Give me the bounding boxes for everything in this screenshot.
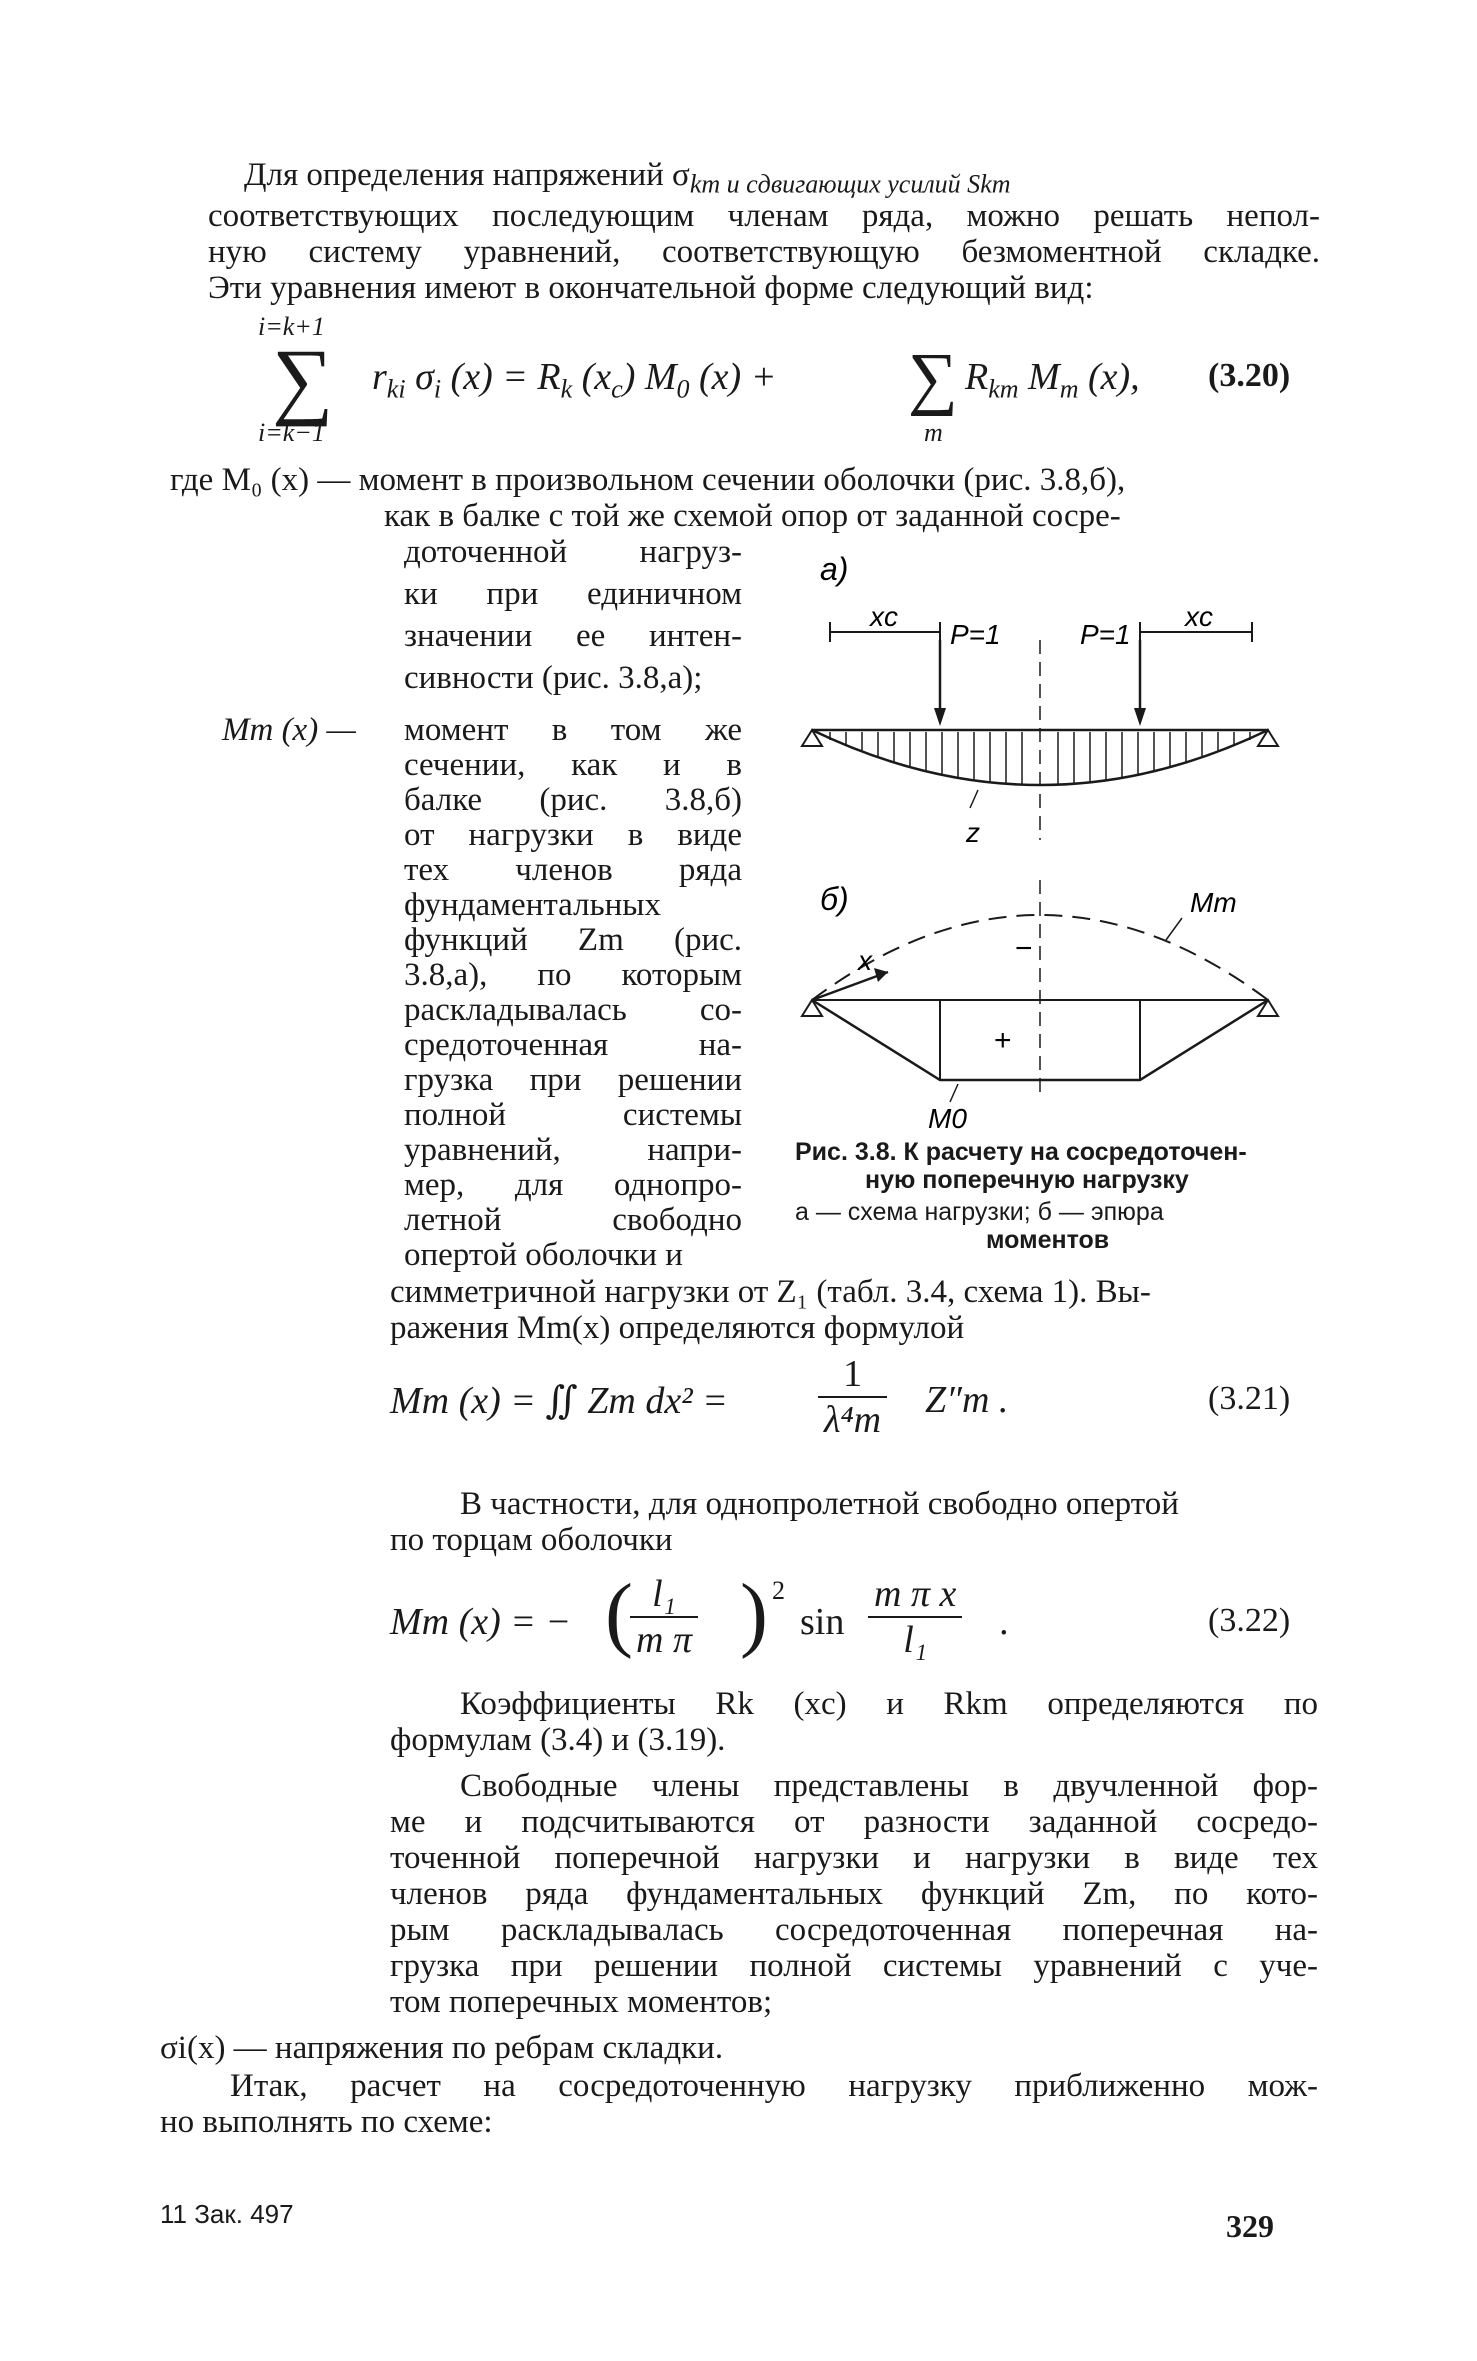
where-line-2: как в балке с той же схемой опор от заданной сосре-	[384, 498, 1121, 534]
eq321-lhs: Mm (x) = ∬ Zm dx² =	[390, 1380, 728, 1422]
eq321-denominator: λ⁴m	[824, 1399, 882, 1441]
col1-line: ки при единичном	[404, 576, 742, 612]
equation-body: $r_{ki}$ $\sigma_i$ $(x) = R_k$ $(x_c)$ $M_0$ (x) +	[372, 356, 777, 404]
mm-fig-label: Mm	[1190, 887, 1237, 918]
eq322-lparen: (	[605, 1567, 633, 1660]
footer-left: 11 Зак. 497	[160, 2199, 294, 2229]
col2-line: функций Zm (рис.	[404, 922, 742, 958]
figure-label-b: б)	[820, 881, 849, 917]
eq322-numerator-1: l₁	[630, 1572, 698, 1618]
minus-label: −	[1015, 932, 1033, 965]
sum2-lower-limit: m	[924, 418, 943, 447]
par4-line: членов ряда фундаментальных функций Zm, по кото-	[390, 1876, 1318, 1912]
figure-label-a: а)	[820, 551, 849, 587]
intro-line-4: Эти уравнения имеют в окончательной форме следующий вид:	[208, 270, 1094, 306]
m0-label: M0	[928, 1103, 967, 1134]
equation-number-3-22: (3.22)	[1208, 1602, 1291, 1639]
par3-line-1: Коэффициенты Rk (xc) и Rkm определяются по	[460, 1686, 1318, 1722]
par2-line-1: В частности, для однопролетной свободно опертой	[460, 1486, 1179, 1522]
col2-line: летной свободно	[404, 1202, 742, 1238]
xc-label-left: xc	[870, 601, 898, 632]
sum-lower-limit: i=k−1	[258, 418, 325, 447]
final-line-2: но выполнять по схеме:	[160, 2104, 493, 2140]
par3-line-2: формулам (3.4) и (3.19).	[390, 1722, 726, 1758]
sum-sign: ∑	[272, 331, 334, 427]
caption-line-1: Рис. 3.8. К расчету на сосредоточен-	[795, 1138, 1247, 1166]
par4-line: Свободные члены представлены в двучленной фор-	[460, 1768, 1318, 1804]
caption-line-2: ную поперечную нагрузку	[865, 1166, 1189, 1194]
par4-line: том поперечных моментов;	[390, 1984, 773, 2020]
par2-line-2: по торцам оболочки	[390, 1522, 673, 1558]
sigma-line: σi(x) — напряжения по ребрам складки.	[160, 2030, 724, 2066]
par4-line: ме и подсчитываются от разности заданной сосредо-	[390, 1804, 1318, 1840]
caption-line-3: а — схема нагрузки; б — эпюра	[795, 1198, 1164, 1226]
eq322-denominator-2: l₁	[903, 1619, 928, 1661]
page-number: 329	[1226, 2208, 1274, 2244]
mm-label: Mm (x) —	[222, 712, 356, 748]
eq322-fraction-2	[868, 1572, 962, 1662]
x-label: x	[858, 945, 872, 976]
eq322-lhs: Mm (x) = −	[390, 1601, 572, 1643]
col2-line: балке (рис. 3.8,б)	[404, 782, 742, 818]
eq322-denominator-1: m π	[636, 1619, 692, 1661]
plus-label: +	[994, 1024, 1012, 1057]
par4-line: точенной поперечной нагрузки и нагрузки в виде тех	[390, 1840, 1318, 1876]
eq321-numerator: 1	[818, 1352, 887, 1398]
after-figure-line-1: симметричной нагрузки от Z₁ (табл. 3.4, схема 1). Вы-	[390, 1274, 1151, 1310]
col1-line: значении ее интен-	[404, 618, 742, 654]
col2-line: полной системы	[404, 1097, 742, 1133]
col2-line: мер, для однопро-	[404, 1167, 742, 1203]
col2-line: средоточенная на-	[404, 1027, 742, 1063]
col2-line: сечении, как и в	[404, 747, 742, 783]
xc-label-right: xc	[1185, 601, 1213, 632]
par4-line: рым раскладывалась сосредоточенная поперечная на-	[390, 1912, 1318, 1948]
eq321-fraction	[818, 1352, 887, 1442]
col2-line: момент в том же	[404, 712, 742, 748]
intro-line-3: ную систему уравнений, соответствующую безмоментной складке.	[208, 234, 1320, 270]
where-line-1: где M₀ (x) — момент в произвольном сечении оболочки (рис. 3.8,б),	[170, 462, 1126, 498]
intro-line-1: Для определения напряжений $\sigma_{km и сдвигающих усилий Skm}$	[244, 157, 1011, 199]
col2-line: тех членов ряда	[404, 852, 742, 888]
equation-number-3-20: (3.20)	[1208, 357, 1291, 394]
col1-line: сивности (рис. 3.8,а);	[404, 660, 703, 696]
intro-line-2: соответствующих последующим членам ряда, можно решать непол-	[208, 198, 1320, 234]
equation-number-3-21: (3.21)	[1208, 1380, 1291, 1417]
col2-line: опертой оболочки и	[404, 1237, 683, 1273]
col2-line: от нагрузки в виде	[404, 817, 742, 853]
p1-label-right: P=1	[1080, 619, 1131, 650]
col2-line: грузка при решении	[404, 1062, 742, 1098]
eq322-sin: sin	[800, 1601, 845, 1643]
figure-3-8	[790, 540, 1290, 1140]
col2-line: раскладывалась со-	[404, 992, 742, 1028]
eq322-rparen: )	[740, 1567, 768, 1660]
final-line-1: Итак, расчет на сосредоточенную нагрузку приближенно мож-	[230, 2068, 1318, 2104]
eq321-rhs: Z″m .	[925, 1379, 1009, 1421]
par4-line: грузка при решении полной системы уравнений с уче-	[390, 1948, 1318, 1984]
col1-line: доточенной нагруз-	[404, 534, 742, 570]
z-label: z	[966, 817, 980, 848]
sum-sign-2: ∑	[908, 340, 958, 417]
equation-body-2: $R_{km}$ $M_m$ (x),	[965, 356, 1140, 404]
eq322-numerator-2: m π x	[868, 1572, 962, 1618]
col2-line: фундаментальных	[404, 887, 661, 923]
p1-label-left: P=1	[950, 619, 1001, 650]
after-figure-line-2: ражения Mm(x) определяются формулой	[390, 1310, 965, 1346]
col2-line: 3.8,а), по которым	[404, 957, 742, 993]
sum-upper-limit: i=k+1	[258, 312, 325, 341]
eq322-fraction-1	[630, 1572, 698, 1662]
col2-line: уравнений, напри-	[404, 1132, 742, 1168]
eq322-power: 2	[772, 1576, 785, 1605]
eq322-dot: .	[1000, 1601, 1010, 1643]
caption-line-4: моментов	[986, 1226, 1110, 1254]
